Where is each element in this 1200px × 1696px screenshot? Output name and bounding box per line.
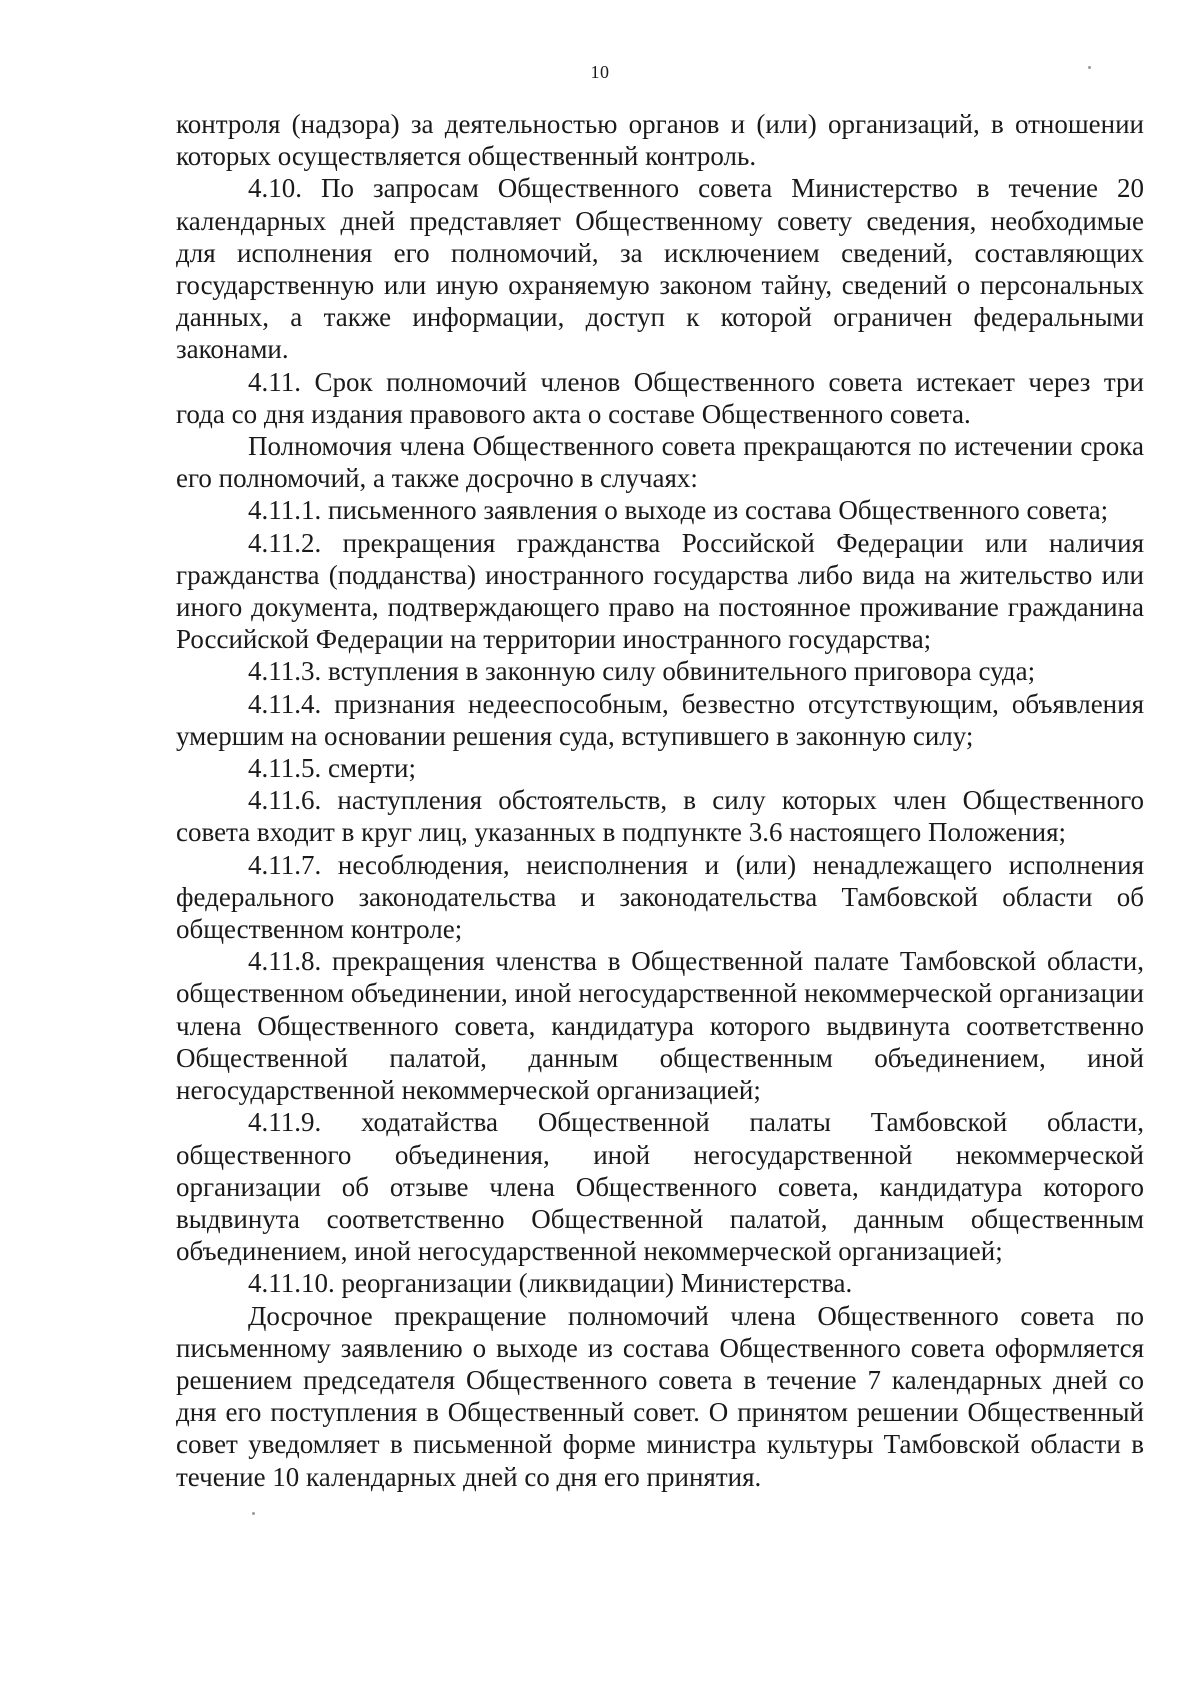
paragraph-continuation: контроля (надзора) за деятельностью органов и (или) организаций, в отношении которых осуществляется общественный контроль.	[176, 109, 1144, 172]
paragraph-4-11-8: 4.11.8. прекращения членства в Общественной палате Тамбовской области, общественном объединении, иной негосударственной некоммерческой организации члена Общественного совета, кандидатура которого выдвинута соответственно Общественной палатой, данным общественным объединением, иной негосударственной некоммерческой организацией;	[176, 946, 1144, 1106]
paragraph-early-termination: Досрочное прекращение полномочий члена Общественного совета по письменному заявлению о выходе из состава Общественного совета оформляется решением председателя Общественного совета в течение 7 календарных дней со дня его поступления в Общественный совет. О принятом решении Общественный совет уведомляет в письменной форме министра культуры Тамбовской области в течение 10 календарных дней со дня его принятия.	[176, 1300, 1144, 1492]
paragraph-4-10: 4.10. По запросам Общественного совета Министерство в течение 20 календарных дней представляет Общественному совету сведения, необходимые для исполнения его полномочий, за исключением сведений, составляющих государственную или иную охраняемую законом тайну, сведений о персональных данных, а также информации, доступ к которой ограничен федеральными законами.	[176, 173, 1144, 365]
paragraph-4-11-10: 4.11.10. реорганизации (ликвидации) Министерства.	[248, 1268, 853, 1299]
scan-speck	[1088, 66, 1091, 69]
document-body	[176, 108, 1144, 1493]
paragraph-termination-cases: Полномочия члена Общественного совета прекращаются по истечении срока его полномочий, а также досрочно в случаях:	[176, 431, 1144, 494]
paragraph-4-11-7: 4.11.7. несоблюдения, неисполнения и (или) ненадлежащего исполнения федерального законодательства и законодательства Тамбовской области об общественном контроле;	[176, 849, 1144, 945]
paragraph-4-11-9: 4.11.9. ходатайства Общественной палаты Тамбовской области, общественного объединения, иной негосударственной некоммерческой организации об отзыве члена Общественного совета, кандидатура которого выдвинута соответственно Общественной палатой, данным общественным объединением, иной негосударственной некоммерческой организацией;	[176, 1107, 1144, 1267]
paragraph-4-11-6: 4.11.6. наступления обстоятельств, в силу которых член Общественного совета входит в круг лиц, указанных в подпункте 3.6 настоящего Положения;	[176, 785, 1144, 848]
paragraph-4-11: 4.11. Срок полномочий членов Общественного совета истекает через три года со дня издания правового акта о составе Общественного совета.	[176, 366, 1144, 429]
paragraph-4-11-5: 4.11.5. смерти;	[248, 753, 416, 784]
page-number: 10	[590, 62, 610, 82]
scan-speck	[252, 1512, 255, 1515]
paragraph-4-11-3: 4.11.3. вступления в законную силу обвинительного приговора суда;	[248, 656, 1036, 687]
paragraph-4-11-1: 4.11.1. письменного заявления о выходе из состава Общественного совета;	[248, 495, 1109, 526]
paragraph-4-11-4: 4.11.4. признания недееспособным, безвестно отсутствующим, объявления умершим на основании решения суда, вступившего в законную силу;	[176, 688, 1144, 751]
paragraph-4-11-2: 4.11.2. прекращения гражданства Российской Федерации или наличия гражданства (подданства) иностранного государства либо вида на жительство или иного документа, подтверждающего право на постоянное проживание гражданина Российской Федерации на территории иностранного государства;	[176, 527, 1144, 655]
